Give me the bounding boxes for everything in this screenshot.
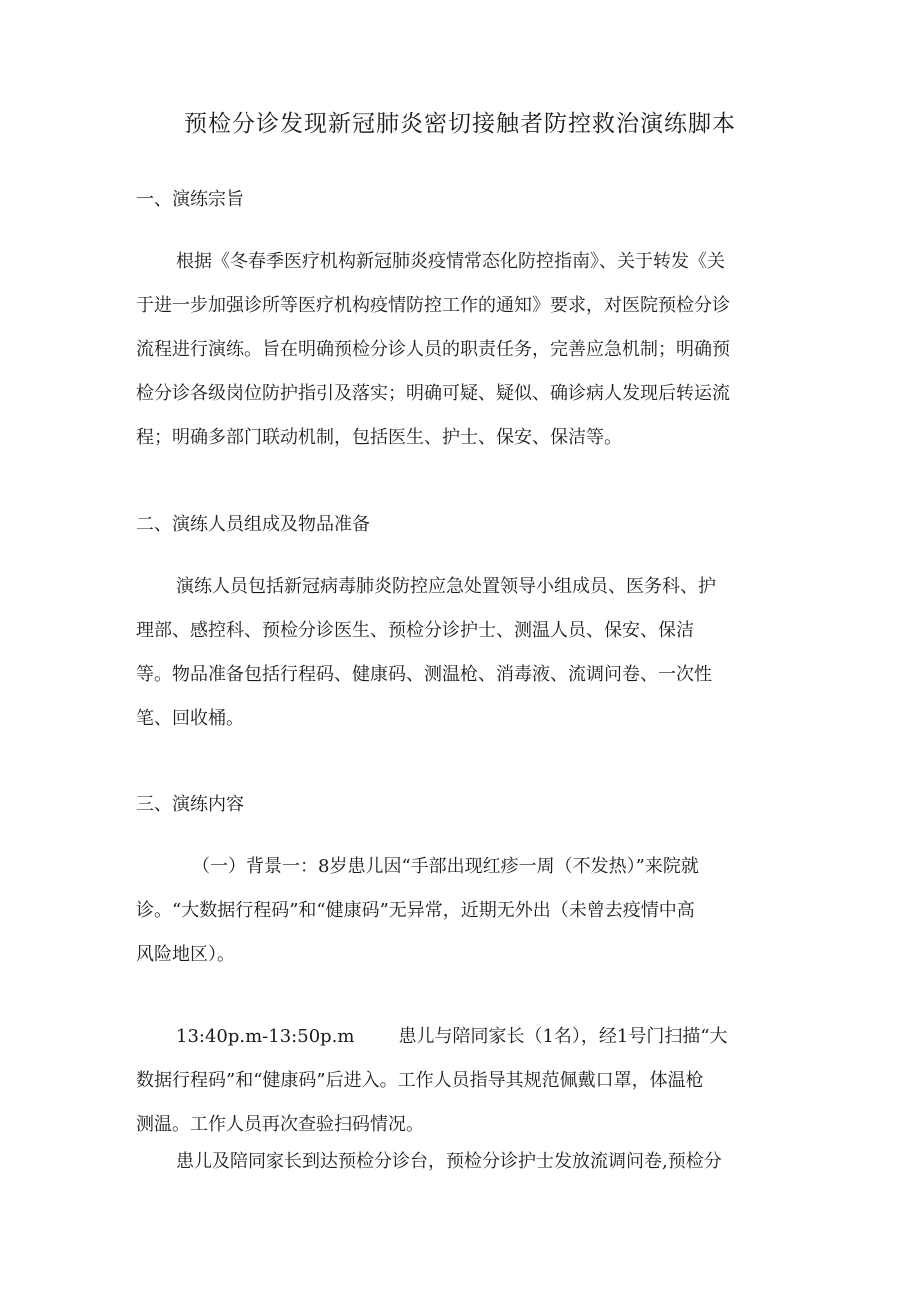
step-text: 患儿与陪同家长（1名），经1号门扫描“大	[398, 1026, 728, 1047]
paragraph-line: （一）背景一：8岁患儿因“手部出现红疹一周（不发热）”来院就	[192, 856, 699, 877]
paragraph-personnel	[136, 565, 796, 741]
paragraph-line: 风险地区）。	[136, 944, 235, 965]
paragraph-line: 于进一步加强诊所等医疗机构疫情防控工作的通知》要求，对医院预检分诊	[136, 295, 730, 316]
paragraph-line: 程；明确多部门联动机制，包括医生、护士、保安、保洁等。	[136, 427, 622, 448]
paragraph-purpose	[136, 240, 796, 460]
section-heading-content: 三、演练内容	[136, 794, 244, 815]
paragraph-line-with-time	[136, 1015, 796, 1059]
paragraph-line: 流程进行演练。旨在明确预检分诊人员的职责任务，完善应急机制；明确预	[136, 339, 730, 360]
paragraph-line: 检分诊各级岗位防护指引及落实；明确可疑、疑似、确诊病人发现后转运流	[136, 383, 730, 404]
paragraph-line: 理部、感控科、预检分诊医生、预检分诊护士、测温人员、保安、保洁	[136, 620, 694, 641]
paragraph-line: 数据行程码”和“健康码”后进入。工作人员指导其规范佩戴口罩，体温枪	[136, 1070, 704, 1091]
time-range: 13:40p.m-13:50p.m	[176, 1026, 355, 1047]
paragraph-step-triage	[136, 1140, 796, 1184]
section-heading-personnel: 二、演练人员组成及物品准备	[136, 514, 370, 535]
document-title: 预检分诊发现新冠肺炎密切接触者防控救治演练脚本	[184, 111, 736, 137]
paragraph-line: 根据《冬春季医疗机构新冠肺炎疫情常态化防控指南》、关于转发《关	[176, 251, 725, 272]
paragraph-step-entry	[136, 1015, 796, 1147]
paragraph-line: 诊。“大数据行程码”和“健康码”无异常，近期无外出（未曾去疫情中高	[136, 900, 695, 921]
paragraph-line: 测温。工作人员再次查验扫码情况。	[136, 1114, 424, 1135]
paragraph-line: 演练人员包括新冠病毒肺炎防控应急处置领导小组成员、医务科、护	[176, 576, 716, 597]
paragraph-background-one	[136, 845, 796, 977]
section-heading-purpose: 一、演练宗旨	[136, 189, 244, 210]
paragraph-line: 患儿及陪同家长到达预检分诊台，预检分诊护士发放流调问卷,预检分	[176, 1151, 722, 1172]
paragraph-line: 笔、回收桶。	[136, 708, 244, 729]
paragraph-line: 等。物品准备包括行程码、健康码、测温枪、消毒液、流调问卷、一次性	[136, 664, 712, 685]
